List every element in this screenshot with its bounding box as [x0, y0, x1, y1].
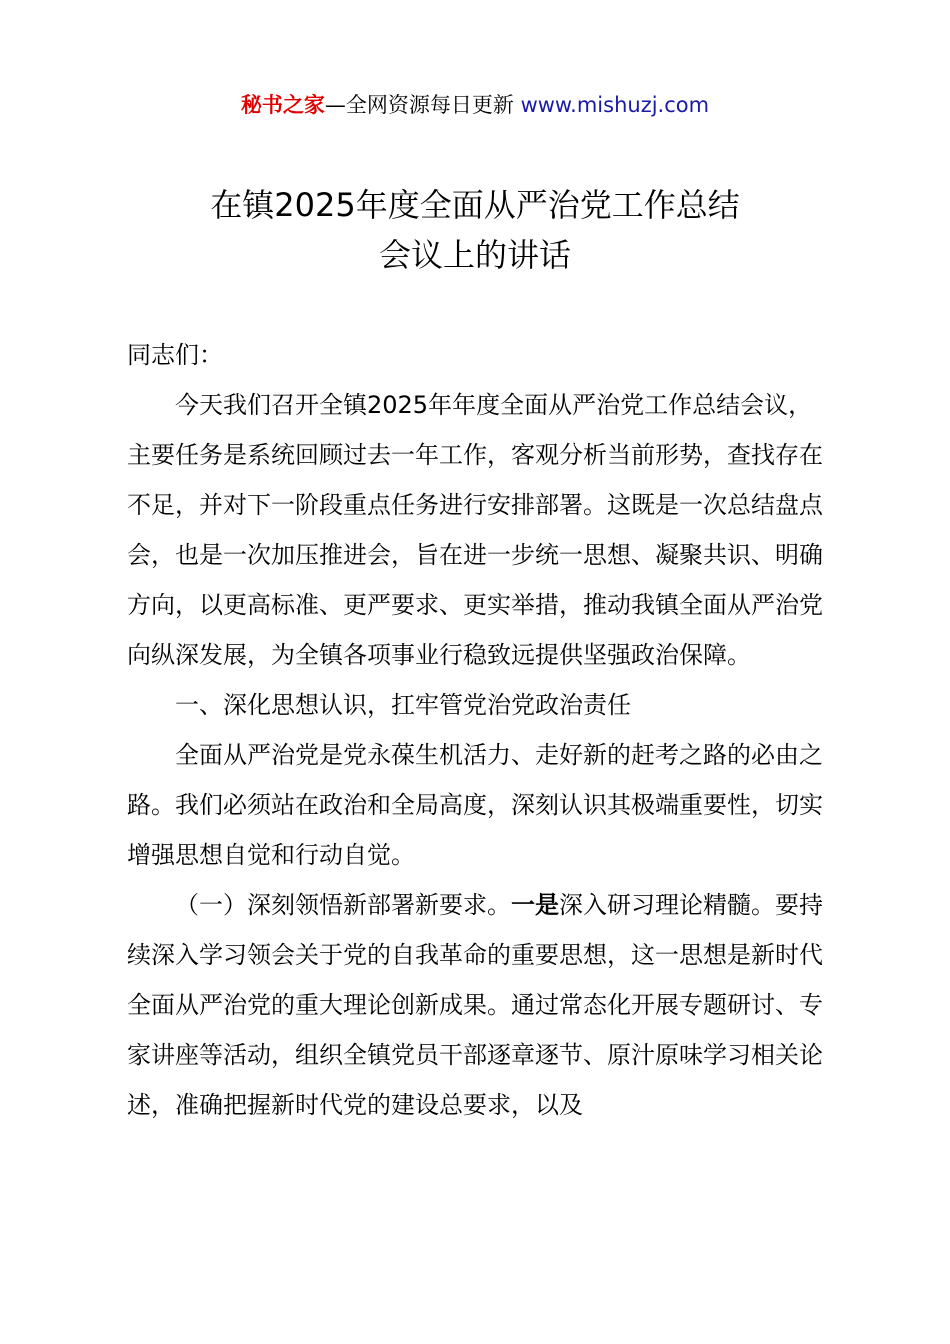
header-tagline: —全网资源每日更新	[324, 93, 514, 117]
document-body	[127, 330, 833, 1130]
site-header	[0, 88, 950, 122]
paragraph-subsection-1	[127, 880, 833, 1130]
paragraph-section-1: 全面从严治党是党永葆生机活力、走好新的赶考之路的必由之路。我们必须站在政治和全局高度，深刻认识其极端重要性，切实增强思想自觉和行动自觉。	[127, 741, 823, 869]
paragraph-intro: 今天我们召开全镇2025年年度全面从严治党工作总结会议，主要任务是系统回顾过去一年工作，客观分析当前形势，查找存在不足，并对下一阶段重点任务进行安排部署。这既是一次总结盘点会，也是一次加压推进会，旨在进一步统一思想、凝聚共识、明确方向，以更高标准、更严要求、更实举措，推动我镇全面从严治党向纵深发展，为全镇各项事业行稳致远提供坚强政治保障。	[127, 391, 823, 669]
brand-name: 秘书之家	[240, 93, 325, 117]
title-line-1: 在镇2025年度全面从严治党工作总结	[210, 186, 740, 224]
point-marker-bold: 一是	[511, 891, 559, 919]
subsection-text: 深入研习理论精髓。要持续深入学习领会关于党的自我革命的重要思想，这一思想是新时代全面从严治党的重大理论创新成果。通过常态化开展专题研讨、专家讲座等活动，组织全镇党员干部逐章逐节、原汁原味学习相关论述，准确把握新时代党的建设总要求，以及	[127, 891, 823, 1119]
salutation: 同志们：	[127, 341, 223, 369]
title-line-2: 会议上的讲话	[378, 236, 571, 274]
section-heading-1: 一、深化思想认识，扛牢管党治党政治责任	[175, 691, 631, 719]
site-url-link[interactable]: www.mishuzj.com	[520, 93, 710, 117]
document-title	[0, 180, 950, 280]
subsection-heading: （一）深刻领悟新部署新要求。	[175, 891, 511, 919]
